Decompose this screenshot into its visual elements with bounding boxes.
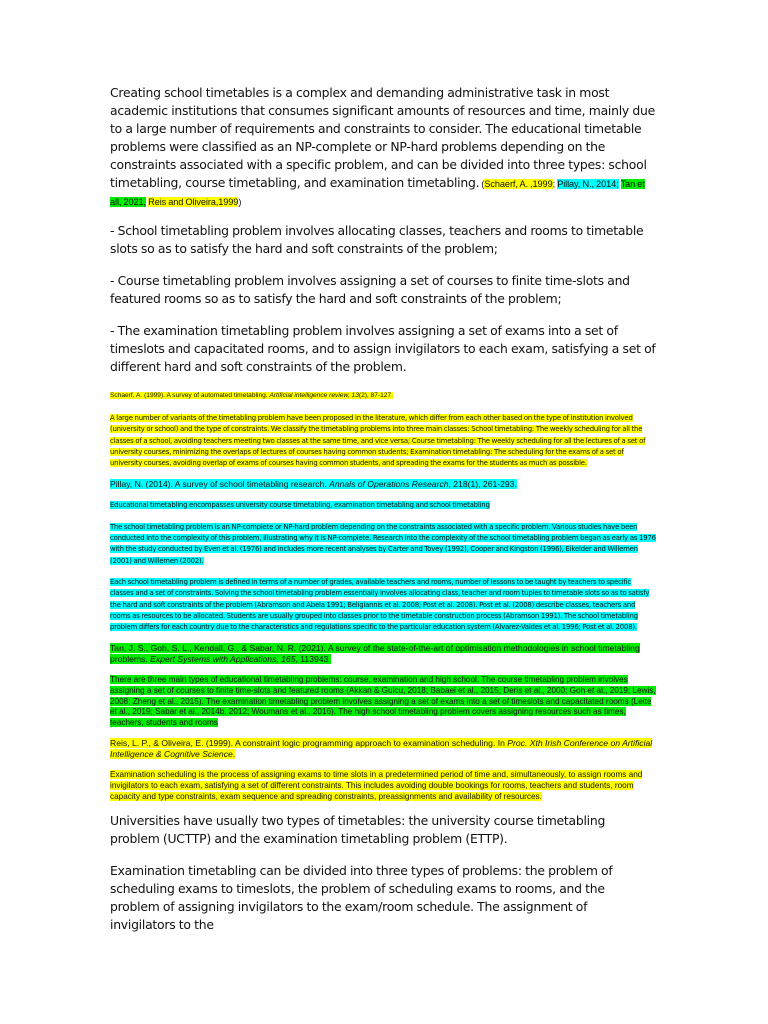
cite-tan: Tan et all, 2021,: [110, 179, 645, 207]
note-schaerf: A large number of variants of the timetabling problem have been proposed in the literature, which differ from each other based on the type of institution involved (university or school) and the type of constraints. We classify the timetabling problems into three main classes: School timetabling: The weekly scheduling for all the classes of a school, avoiding teachers meeting two classes at the same time, and vice versa; Course timetabling: The weekly scheduling for all the lectures of a set of university courses, minimizing the overlaps of lectures of courses having common students; Examination timetabling: The scheduling for the exams of a set of university courses, avoiding overlap of exams of courses having common students, and spreading the exams for the students as much as possible.: [110, 414, 646, 468]
note-pillay-1: Educational timetabling encompasses university course timetabling, examination timetabling and school timetabling: [110, 501, 490, 510]
document-page: [110, 84, 656, 948]
note-reis: Examination scheduling is the process of assigning exams to time slots in a predetermined period of time and, simultaneously, to assign rooms and invigilators to each exam, satisfying a set of different constraints. This includes avoiding double bookings for rooms, teachers and students, room capacity and type constraints, exam sequence and spreading constraints, preassignments and availability of resources.: [110, 770, 643, 801]
reference-tan: Tan, J. S., Goh, S. L., Kendall, G., & Sabar, N. R. (2021). A survey of the state-of-the-art of optimisation methodologies in school timetabling problems. Expert Systems with Applications, 165, 113943.: [110, 643, 640, 665]
intro-text: Creating school timetables is a complex and demanding administrative task in most academic institutions that consumes significant amounts of resources and time, mainly due to a large number of requirements and constraints to consider. The educational timetable problems were classified as an NP-complete or NP-hard problems depending on the constraints associated with a specific problem, and can be divided into three types: school timetabling, course timetabling, and examination timetabling.: [110, 85, 655, 190]
course-timetabling-paragraph: - Course timetabling problem involves assigning a set of courses to finite time-slots and featured rooms so as to satisfy the hard and soft constraints of the problem;: [110, 273, 630, 306]
exam-timetabling-paragraph: - The examination timetabling problem involves assigning a set of exams into a set of timeslots and capacitated rooms, and to assign invigilators to each exam, satisfying a set of different hard and soft constraints of the problem.: [110, 323, 656, 374]
reference-schaerf: Schaerf, A. (1999). A survey of automated timetabling. Artificial intelligence review, 13(2), 87-127.: [110, 392, 393, 399]
reference-reis: Reis, L. P., & Oliveira, E. (1999). A constraint logic programming approach to examination scheduling. In Proc. Xth Irish Conference on Artificial Intelligence & Cognitive Science.: [110, 738, 653, 760]
note-tan: There are three main types of educational timetabling problems: course, examination and high school. The course timetabling problem involves assigning a set of courses to finite time-slots and featured rooms (Akkan & Gulcu, 2018; Babaei et al., 2015; Deris et al., 2000; Goh et al., 2019; Lewis, 2008; Zheng et al., 2015). The examination timetabling problem involves assigning a set of exams into a set of timeslots and capacitated rooms (Leite et al., 2019; Sabar et al., 2014b, 2012; Woumans et al., 2016). The high school timetabling problem covers assigning resources such as times, teachers, students and rooms: [110, 675, 656, 727]
cite-pillay: Pillay, N., 2014;: [557, 179, 619, 189]
note-pillay-3: Each school timetabling problem is defined in terms of a number of grades, available teachers and rooms, number of lessons to be taught by teachers to specific classes and a set of constraints. Solving the school timetabling problem essentially involves allocating class, teacher and room tuples to timetable slots so as to satisfy the hard and soft constraints of the problem (Abramson and Abela 1991; Beligiannis et al. 2008; Post et al. 2008). Post et al. (2008) describe classes, teachers and rooms as resources to be allocated. Students are usually grouped into classes prior to the timetable construction process (Abramson 1991). The school timetabling problem differs for each country due to the characteristics and regulations specific to the particular education system (Alvarez-Valdes et al. 1996; Post et al. 2008).: [110, 577, 650, 632]
closing-paragraph-2: Examination timetabling can be divided into three types of problems: the problem of scheduling exams to timeslots, the problem of scheduling exams to rooms, and the problem of assigning invigilators to the exam/room schedule. The assignment of invigilators to the: [110, 863, 613, 933]
cite-reis: Reis and Oliveira,1999: [148, 197, 239, 207]
school-timetabling-paragraph: - School timetabling problem involves allocating classes, teachers and rooms to timetable slots so as to satisfy the hard and soft constraints of the problem;: [110, 223, 644, 256]
intro-paragraph: [110, 84, 656, 210]
cite-schaerf: Schaerf, A. ,1999: [484, 179, 553, 189]
intro-citations: (Schaerf, A. ,1999; Pillay, N., 2014; Tan et all, 2021, Reis and Oliveira,1999): [110, 179, 645, 207]
closing-paragraph-1: Universities have usually two types of timetables: the university course timetabling problem (UCTTP) and the examination timetabling problem (ETTP).: [110, 813, 606, 847]
note-pillay-2: The school timetabling problem is an NP-complete or NP-hard problem depending on the constraints associated with a specific problem. Various studies have been conducted into the complexity of this problem, illustrating why it is NP-complete. Research into the complexity of the school timetabling problem began as early as 1976 with the study conducted by Even et al. (1976) and includes more recent analyses by Carter and Tovey (1992), Cooper and Kingston (1996), Eikelder and Willemen (2001) and Willemen (2002).: [110, 522, 656, 565]
reference-pillay: Pillay, N. (2014). A survey of school timetabling research. Annals of Operations Research, 218(1), 261-293.: [110, 479, 517, 490]
